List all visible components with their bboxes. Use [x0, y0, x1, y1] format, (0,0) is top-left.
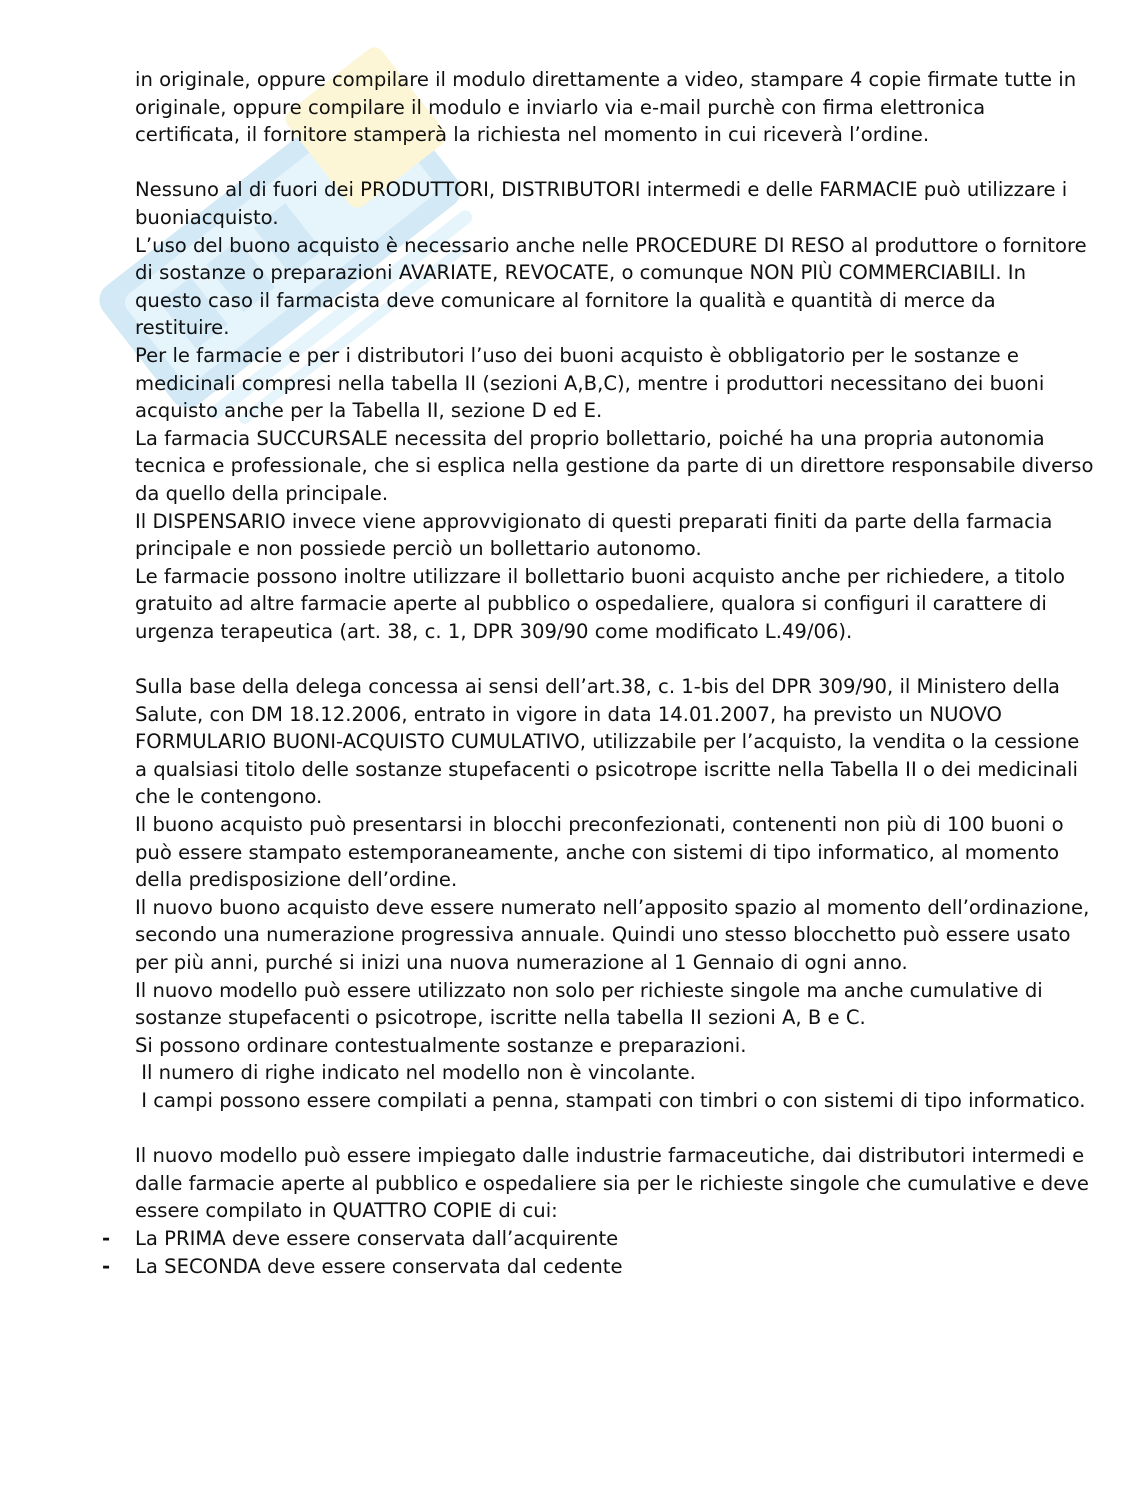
paragraph-delega: Sulla base della delega concessa ai sensi dell’art.38, c. 1-bis del DPR 309/90, il Ministero della Salute, con DM 18.12.2006, entrato in vigore in data 14.01.2007, ha previsto un NUOVO FORMULARIO BUONI-ACQUISTO CUMULATIVO, utilizzabile per l’acquisto, la vendita o la cessione a qualsiasi titolo delle sostanze stupefacenti o psicotrope iscritte nella Tabella II o dei medicinali che le contengono.	[135, 675, 1086, 809]
list-item	[102, 1225, 1095, 1253]
paragraph-intro: in originale, oppure compilare il modulo direttamente a video, stampare 4 copie firmate tutte in originale, oppure compilare il modulo e inviarlo via e-mail purchè con firma elettronica certificata, il fornitore stamperà la richiesta nel momento in cui riceverà l’ordine.	[135, 68, 1083, 147]
copies-list	[102, 1225, 1095, 1280]
list-item	[102, 1253, 1095, 1281]
paragraph-cumulative: Il nuovo modello può essere utilizzato non solo per richieste singole ma anche cumulative di sostanze stupefacenti o psicotrope, iscritte nella tabella II sezioni A, B e C.	[135, 978, 1049, 1030]
bullet-dash: -	[102, 1226, 111, 1250]
paragraph-righe: Il numero di righe indicato nel modello non è vincolante.	[135, 1061, 696, 1085]
paragraph-contestualmente: Si possono ordinare contestualmente sostanze e preparazioni.	[135, 1033, 747, 1057]
paragraph-gap	[135, 645, 1095, 673]
list-item-text: La SECONDA deve essere conservata dal cedente	[135, 1254, 623, 1278]
paragraph-dispensario: Il DISPENSARIO invece viene approvvigionato di questi preparati finiti da parte della farmacia principale e non possiede perciò un bollettario autonomo.	[135, 509, 1059, 561]
paragraph-impiego: Il nuovo modello può essere impiegato dalle industrie farmaceutiche, dai distributori intermedi e dalle farmacie aperte al pubblico e ospedaliere sia per le richieste singole che cumulative e deve essere compilato in QUATTRO COPIE di cui:	[135, 1144, 1096, 1223]
paragraph-numerazione: Il nuovo buono acquisto deve essere numerato nell’apposito spazio al momento dell’ordinazione, secondo una numerazione progressiva annuale. Quindi uno stesso blocchetto può essere usato per più anni, purché si inizi una nuova numerazione al 1 Gennaio di ogni anno.	[135, 895, 1096, 974]
document-page	[102, 66, 1100, 1280]
paragraph-gap	[135, 1115, 1095, 1143]
paragraph-gap	[135, 149, 1095, 177]
paragraph-obbligo: Per le farmacie e per i distributori l’uso dei buoni acquisto è obbligatorio per le sostanze e medicinali compresi nella tabella II (sezioni A,B,C), mentre i produttori necessitano dei buoni acquisto anche per la Tabella II, sezione D ed E.	[135, 343, 1051, 423]
paragraph-succursale: La farmacia SUCCURSALE necessita del proprio bollettario, poiché ha una propria autonomia tecnica e professionale, che si esplica nella gestione da parte di un direttore responsabile diverso da quello della principale.	[135, 426, 1100, 505]
bullet-dash: -	[102, 1254, 111, 1278]
paragraph-procedure-reso: L’uso del buono acquisto è necessario anche nelle PROCEDURE DI RESO al produttore o fornitore di sostanze o preparazioni AVARIATE, REVOCATE, o comunque NON PIÙ COMMERCIABILI. In questo caso il farmacista deve comunicare al fornitore la qualità e quantità di merce da restituire.	[135, 233, 1093, 340]
paragraph-urgenza: Le farmacie possono inoltre utilizzare il bollettario buoni acquisto anche per richiedere, a titolo gratuito ad altre farmacie aperte al pubblico o ospedaliere, qualora si configuri il carattere di urgenza terapeutica (art. 38, c. 1, DPR 309/90 come modificato L.49/06).	[135, 564, 1072, 643]
paragraph-campi: I campi possono essere compilati a penna, stampati con timbri o con sistemi di tipo informatico.	[135, 1088, 1086, 1112]
paragraph-uso-buoni: Nessuno al di fuori dei PRODUTTORI, DISTRIBUTORI intermedi e delle FARMACIE può utilizzare i buoniacquisto.	[135, 178, 1074, 229]
paragraph-blocchi: Il buono acquisto può presentarsi in blocchi preconfezionati, contenenti non più di 100 buoni o può essere stampato estemporaneamente, anche con sistemi di tipo informatico, al momento della predisposizione dell’ordine.	[135, 813, 1070, 892]
list-item-text: La PRIMA deve essere conservata dall’acquirente	[135, 1226, 619, 1250]
